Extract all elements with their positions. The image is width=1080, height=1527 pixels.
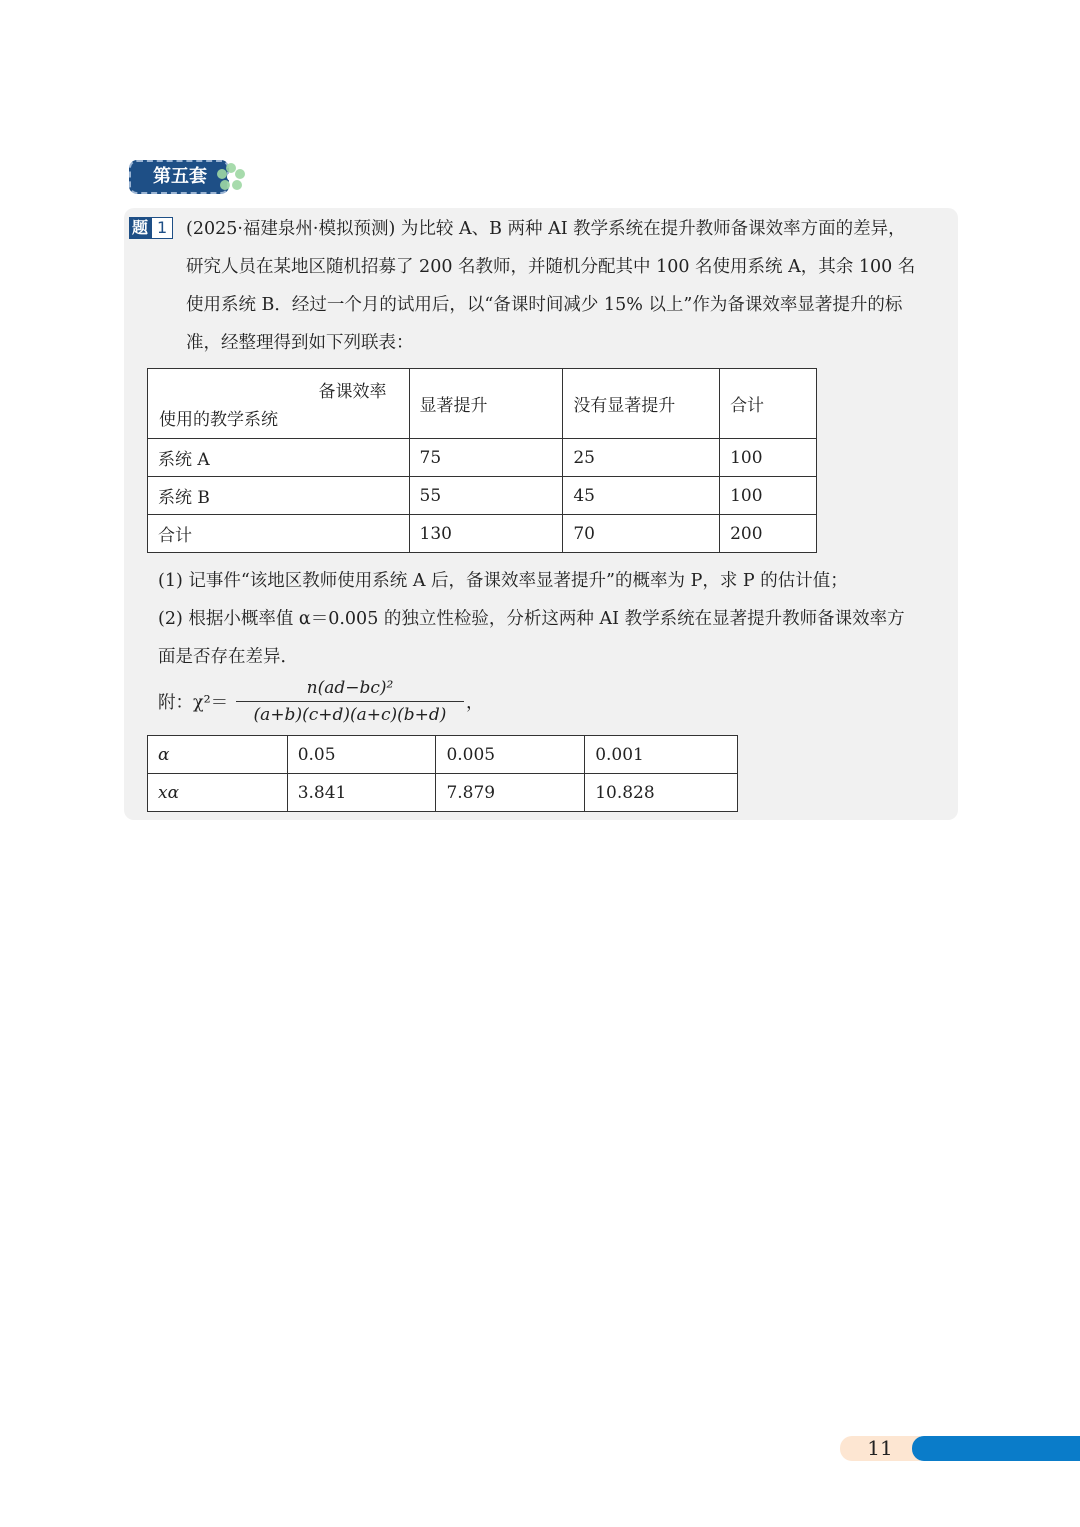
table-header-cell: 没有显著提升 [563,369,720,439]
critical-value-table [147,735,738,812]
table-row [148,477,817,515]
header-column-label: 备课效率 [318,382,387,402]
table-cell: 合计 [148,515,410,553]
table-header-diagonal [148,369,410,439]
question-line-4: 准，经整理得到如下列联表： [186,333,414,353]
table-cell: 25 [563,439,720,477]
page-bar [912,1436,1080,1461]
formula-numerator: n(ad−bc)² [306,678,394,698]
table-row [148,515,817,553]
table-cell: α [148,736,288,774]
question-label-text: 题 [129,217,151,239]
formula-suffix: ， [466,693,484,713]
table-cell: 45 [563,477,720,515]
section-badge: 第五套 [129,160,229,194]
subquestion-1: (1) 记事件“该地区教师使用系统 A 后，备课效率显著提升”的概率为 P，求 P 的估计值； [158,571,848,591]
table-cell: 100 [720,439,817,477]
table-header-cell: 合计 [720,369,817,439]
table-row [148,774,738,812]
table-cell: 100 [720,477,817,515]
contingency-table [147,368,817,553]
question-line-3: 使用系统 B．经过一个月的试用后，以“备课时间减少 15% 以上”作为备课效率显著提升的标 [186,295,903,315]
header-row-label: 使用的教学系统 [159,410,278,430]
table-cell: 3.841 [287,774,436,812]
fraction-bar [236,701,464,702]
table-cell: 130 [409,515,563,553]
table-cell: 200 [720,515,817,553]
formula-denominator: (a+b)(c+d)(a+c)(b+d) [253,705,447,725]
question-number: 1 [151,217,173,239]
table-cell: 10.828 [585,774,738,812]
table-cell: 系统 A [148,439,410,477]
table-cell: 55 [409,477,563,515]
table-cell: 70 [563,515,720,553]
page-number: 11 [840,1436,920,1461]
table-header-row [148,369,817,439]
question-line-2: 研究人员在某地区随机招募了 200 名教师，并随机分配其中 100 名使用系统 A，其余 100 名 [186,257,916,277]
flower-icon [214,160,248,194]
table-cell: 系统 B [148,477,410,515]
table-header-cell: 显著提升 [409,369,563,439]
question-label [129,217,173,239]
table-row [148,439,817,477]
table-cell: 75 [409,439,563,477]
question-line-1: (2025·福建泉州·模拟预测) 为比较 A、B 两种 AI 教学系统在提升教师备课效率方面的差异， [186,219,906,239]
table-row [148,736,738,774]
table-cell: 0.001 [585,736,738,774]
table-cell: xα [148,774,288,812]
table-cell: 0.05 [287,736,436,774]
subquestion-2-cont: 面是否存在差异． [158,647,298,667]
subquestion-2: (2) 根据小概率值 α＝0.005 的独立性检验，分析这两种 AI 教学系统在显著提升教师备课效率方 [158,609,905,629]
formula-prefix: 附：χ²＝ [158,693,229,713]
table-cell: 0.005 [436,736,585,774]
table-cell: 7.879 [436,774,585,812]
formula-fraction [236,676,464,727]
